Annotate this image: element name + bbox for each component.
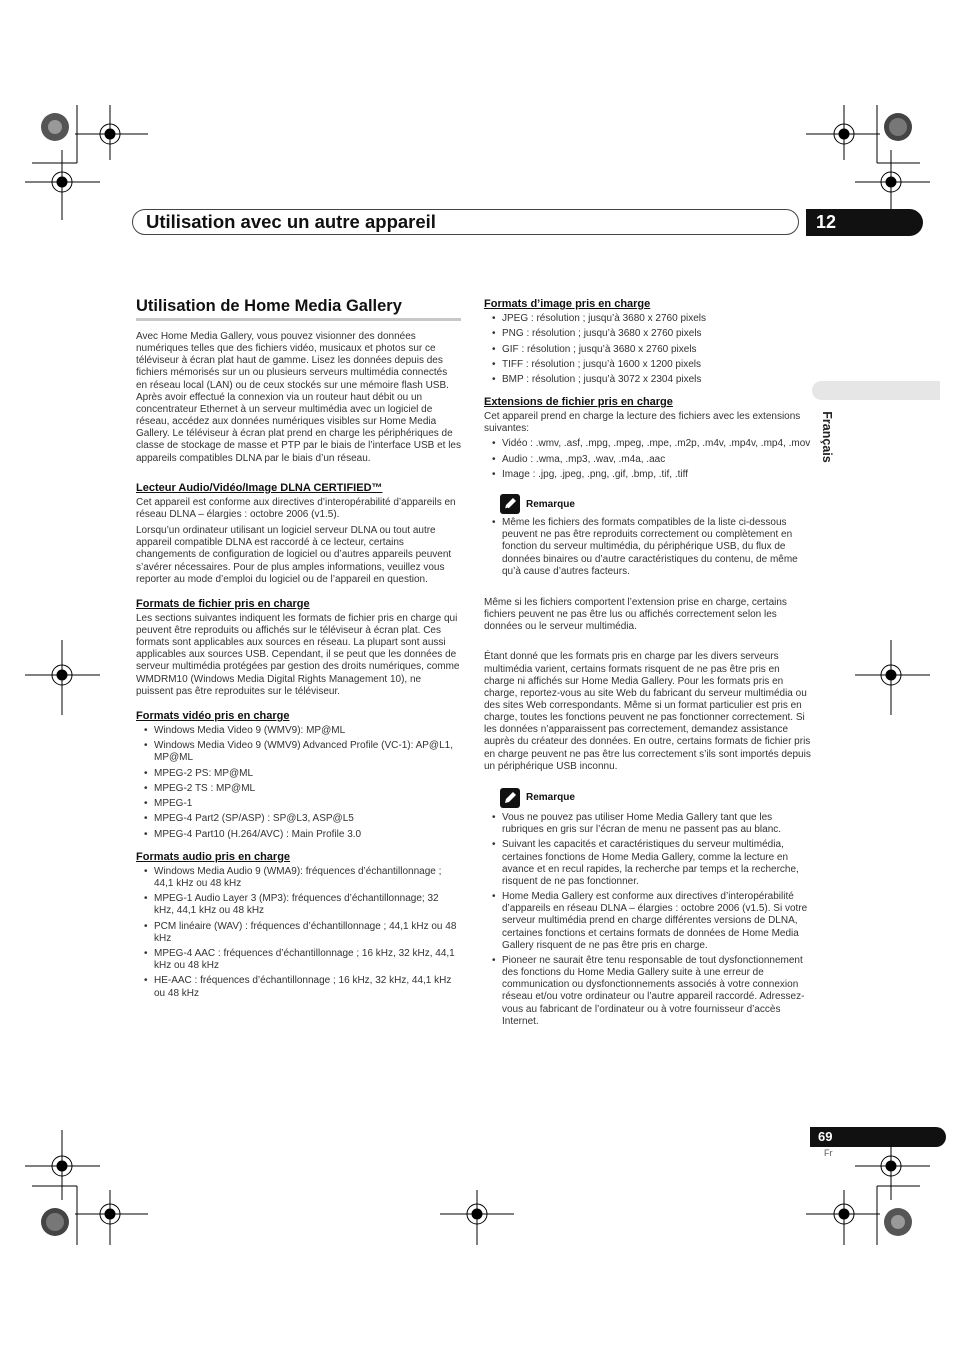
note-2-header: [484, 787, 811, 809]
video-formats-list: [136, 725, 461, 841]
page-number: 69: [818, 1129, 833, 1144]
note-2-list: [484, 812, 811, 1028]
list-item: • MPEG-1: [136, 798, 461, 810]
extensions-heading: Extensions de fichier pris en charge: [484, 396, 673, 409]
list-item: • MPEG-4 Part2 (SP/ASP) : SP@L3, ASP@L5: [136, 813, 461, 825]
list-item: • MPEG-4 AAC : fréquences d’échantillonnage ; 16 kHz, 32 kHz, 44,1 kHz ou 48 kHz: [136, 948, 461, 972]
note-1-label: Remarque: [526, 498, 575, 510]
extensions-paragraph: Cet appareil prend en charge la lecture des fichiers avec les extensions suivantes:: [484, 411, 801, 435]
pencil-note-icon: [500, 494, 520, 514]
video-formats-heading: Formats vidéo pris en charge: [136, 709, 290, 722]
list-item: • PNG : résolution ; jusqu’à 3680 x 2760 pixels: [484, 328, 811, 340]
left-column: [136, 331, 461, 1003]
chapter-title: Utilisation avec un autre appareil: [146, 211, 436, 232]
list-item: • Image : .jpg, .jpeg, .png, .gif, .bmp, .tif, .tiff: [484, 469, 811, 481]
dlna-heading: Lecteur Audio/Vidéo/Image DLNA CERTIFIED™: [136, 481, 383, 494]
right-column: [484, 298, 811, 1031]
audio-formats-heading: Formats audio pris en charge: [136, 850, 291, 863]
list-item: • JPEG : résolution ; jusqu’à 3680 x 2760 pixels: [484, 313, 811, 325]
list-item: • Pioneer ne saurait être tenu responsable de tout dysfonctionnement des fonctions du Home Media Gallery suite à une erreur de communication ou dysfonctionnements associés à votre connexion réseau et/ou votre ordinateur ou l’autre appareil raccordé. Adressez-vous au fabricant de l’ordinateur ou à votre fournisseur d’accès Internet.: [484, 955, 811, 1028]
list-item: • PCM linéaire (WAV) : fréquences d’échantillonnage ; 44,1 kHz ou 48 kHz: [136, 921, 461, 945]
list-item: • BMP : résolution ; jusqu’à 3072 x 2304 pixels: [484, 374, 811, 386]
section-title-rule: [136, 318, 461, 321]
section-title: Utilisation de Home Media Gallery: [136, 297, 402, 315]
list-item: • Windows Media Audio 9 (WMA9): fréquences d’échantillonnage ; 44,1 kHz ou 48 kHz: [136, 866, 461, 890]
intro-paragraph: Avec Home Media Gallery, vous pouvez visionner des données numériques telles que des fichiers vidéo, musicaux et photos sur ce téléviseur à écran plat haut de gamme. Lisez les données depuis des fichiers mémorisés sur un ou plusieurs serveurs multimédia connectés en réseau local (LAN) ou de ceux stockés sur une mémoire flash USB. Après avoir effectué la connexion via un routeur haut débit ou un concentrateur Ethernet à un serveur multimédia avec un logiciel de réseau, accédez aux données numériques visibles sur Home Media Gallery. Le téléviseur à écran plat prend en charge les périphériques de classe de stockage de masse et PTP par le biais de l’interface USB et les appareils compatibles DLNA par le biais d’un réseau.: [136, 331, 461, 464]
list-item: • Vidéo : .wmv, .asf, .mpg, .mpeg, .mpe, .m2p, .m4v, .mp4v, .mp4, .mov: [484, 438, 811, 450]
chapter-number: 12: [816, 212, 837, 232]
list-item: • MPEG-4 Part10 (H.264/AVC) : Main Profile 3.0: [136, 829, 461, 841]
note-2-label: Remarque: [526, 792, 575, 804]
file-formats-heading: Formats de fichier pris en charge: [136, 597, 310, 610]
list-item: • Même les fichiers des formats compatibles de la liste ci-dessous peuvent ne pas être reproduits correctement ou complètement en fonction du serveur multimédia, du périphérique USB, du flux de données binaires ou d’autre caractéristiques du contenu, de même qu’à cause d’autres facteurs.: [484, 517, 811, 578]
list-item: • Suivant les capacités et caractéristiques du serveur multimédia, certaines fonctions de Home Media Gallery, comme la lecture en avance et en recul rapides, la recherche par temps et la recherche, risquent de ne pas fonctionner.: [484, 839, 811, 888]
note-1-header: [484, 493, 811, 515]
list-item: • HE-AAC : fréquences d’échantillonnage ; 16 kHz, 32 kHz, 44,1 kHz ou 48 kHz: [136, 975, 461, 999]
list-item: • MPEG-2 PS: MP@ML: [136, 768, 461, 780]
list-item: • Windows Media Video 9 (WMV9) Advanced Profile (VC-1): AP@L1, MP@ML: [136, 740, 461, 764]
list-item: • Home Media Gallery est conforme aux directives d’interopérabilité d’appareils en réseau DLNA – élargies : octobre 2006 (v1.5). Si votre serveur multimédia prend en charge différentes versions de DLNA, certaines fonctions et certains formats de données de Home Media Gallery risquent de ne pas être pris en charge.: [484, 891, 811, 952]
pencil-note-icon: [500, 788, 520, 808]
language-label: Français: [820, 411, 834, 463]
note-1-list: [484, 517, 811, 578]
image-formats-heading: Formats d’image pris en charge: [484, 298, 651, 310]
extension-warning-paragraph: Même si les fichiers comportent l’extension prise en charge, certains fichiers peuvent ne pas être lus ou affichés correctement selon les données ou le serveur multimédia.: [484, 596, 787, 633]
dlna-paragraph-1: Cet appareil est conforme aux directives d’interopérabilité d’appareils en réseau DLNA – élargies : octobre 2006 (v1.5).: [136, 496, 456, 520]
chapter-tab: [806, 209, 923, 236]
formats-vary-paragraph: Étant donné que les formats pris en charge par les divers serveurs multimédia varient, certains formats risquent de ne pas être pris en charge ni affichés sur Home Media Gallery. Pour les formats pris en charge, reportez-vous au site Web du fabricant du serveur multimédia ou des sites Web correspondants. Même si un format particulier est pris en charge, toutes les fonctions peuvent ne pas fonctionner correctement. Si les données n’apparaissent pas correctement, demandez assistance auprès du créateur des données. En outre, certains formats de fichier pris en charge peuvent ne pas être lus correctement s’ils sont importés depuis un périphérique USB inconnu.: [484, 651, 811, 772]
page-number-tab: [810, 1127, 946, 1147]
list-item: • TIFF : résolution ; jusqu’à 1600 x 1200 pixels: [484, 359, 811, 371]
list-item: • MPEG-1 Audio Layer 3 (MP3): fréquences d’échantillonnage; 32 kHz, 44,1 kHz ou 48 kHz: [136, 893, 461, 917]
dlna-paragraph-2: Lorsqu’un ordinateur utilisant un logiciel serveur DLNA ou tout autre appareil compatible DLNA est raccordé à ce lecteur, certains changements de configuration de logiciel ou d’autres appareils peuvent s’avérer nécessaires. Pour de plus amples informations, veuillez vous reporter au mode d’emploi du logiciel ou de l’appareil en question.: [136, 525, 452, 585]
list-item: • Vous ne pouvez pas utiliser Home Media Gallery tant que les rubriques en gris sur l’écran de menu ne passent pas au blanc.: [484, 812, 811, 836]
list-item: • Audio : .wma, .mp3, .wav, .m4a, .aac: [484, 454, 811, 466]
list-item: • GIF : résolution ; jusqu’à 3680 x 2760 pixels: [484, 344, 811, 356]
extensions-list: [484, 438, 811, 481]
list-item: • Windows Media Video 9 (WMV9): MP@ML: [136, 725, 461, 737]
file-formats-paragraph: Les sections suivantes indiquent les formats de fichier pris en charge qui peuvent être reproduits ou affichés sur le téléviseur à écran plat. Ces formats sont applicables aux sources en réseau. La plupart sont aussi applicables aux sources USB. Cependant, il se peut que les données de serveur multimédia protégées par gestion des droits numériques, comme WMDRM10 (Windows Media Digital Rights Management 10), ne puissent pas être reproduites sur le téléviseur.: [136, 612, 460, 697]
audio-formats-list: [136, 866, 461, 1000]
list-item: • MPEG-2 TS : MP@ML: [136, 783, 461, 795]
image-formats-list: [484, 313, 811, 386]
page-language-code: Fr: [824, 1148, 833, 1158]
